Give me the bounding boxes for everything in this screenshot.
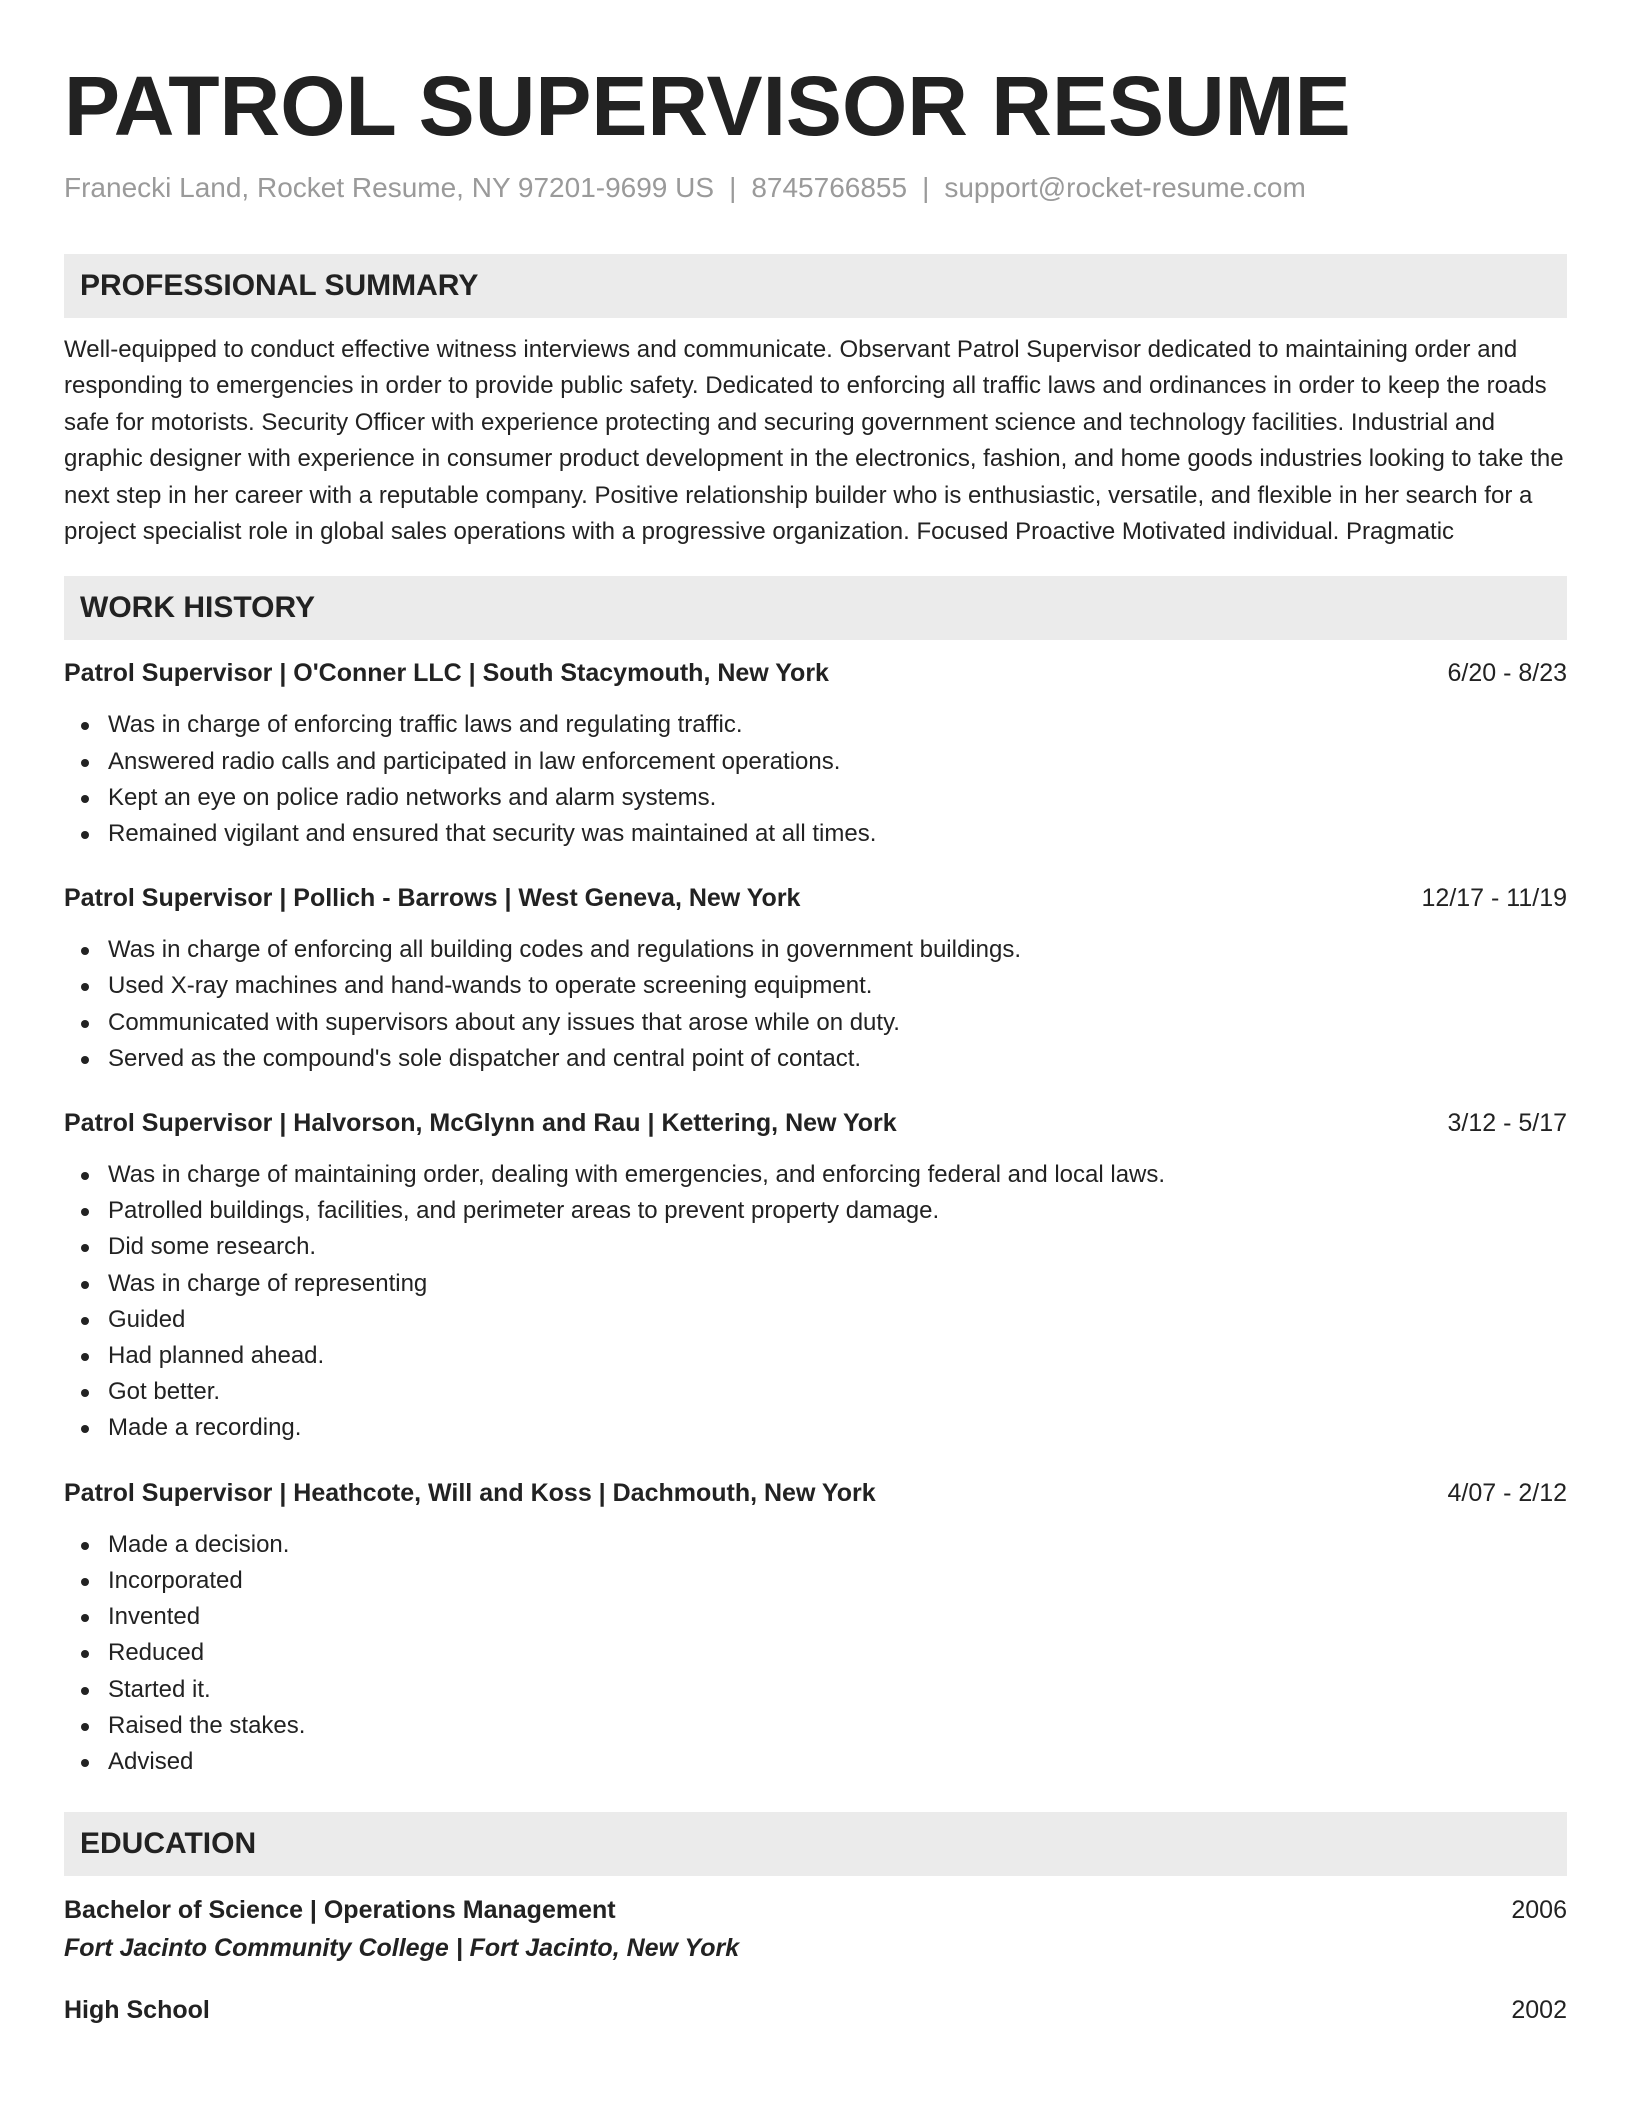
job-bullet-text: Remained vigilant and ensured that security was maintained at all times. [108, 820, 877, 848]
bullet-icon [81, 983, 89, 991]
resume-page [64, 0, 1567, 2029]
bullet-icon [81, 1244, 89, 1252]
job-bullet [64, 1338, 1567, 1374]
job-bullet [64, 1374, 1567, 1410]
job-bullet [64, 1041, 1567, 1077]
job-bullet-text: Raised the stakes. [108, 1711, 306, 1739]
education-entry [64, 1991, 1567, 2029]
bullet-icon [81, 1723, 89, 1731]
education-header [64, 1991, 1567, 2029]
job-dates: 4/07 - 2/12 [1447, 1478, 1567, 1507]
job-bullet-text: Served as the compound's sole dispatcher and central point of contact. [108, 1044, 862, 1072]
job-bullet-text: Used X-ray machines and hand-wands to operate screening equipment. [108, 972, 873, 1000]
bullet-icon [81, 1317, 89, 1325]
job-bullet [64, 1410, 1567, 1446]
school-name: Fort Jacinto Community College | Fort Jacinto, New York [64, 1934, 740, 1963]
bullet-icon [81, 1542, 89, 1550]
contact-separator: | [729, 172, 737, 203]
job-bullet [64, 1193, 1567, 1229]
contact-address: Franecki Land, Rocket Resume, NY 97201-9699 US [64, 172, 715, 203]
contact-line [64, 170, 1567, 206]
job-bullet [64, 1599, 1567, 1635]
resume-title: PATROL SUPERVISOR RESUME [64, 59, 1351, 153]
education-header [64, 1891, 1567, 1929]
job-bullet-text: Did some research. [108, 1233, 317, 1261]
job-bullet-list [64, 1527, 1567, 1780]
job-bullet-list [64, 932, 1567, 1077]
job-bullet [64, 780, 1567, 816]
job-bullet-text: Started it. [108, 1675, 211, 1703]
job-bullet-list [64, 707, 1567, 852]
job-bullet-text: Was in charge of enforcing traffic laws and regulating traffic. [108, 711, 743, 739]
job-bullet [64, 1563, 1567, 1599]
education-year: 2006 [1511, 1896, 1567, 1925]
bullet-icon [81, 1056, 89, 1064]
bullet-icon [81, 1389, 89, 1397]
job-bullet-text: Was in charge of maintaining order, dealing with emergencies, and enforcing federal and local laws. [108, 1161, 1166, 1189]
section-header-education: EDUCATION [64, 1812, 1567, 1876]
job-bullet-text: Got better. [108, 1378, 221, 1406]
job-bullet [64, 1708, 1567, 1744]
job-dates: 3/12 - 5/17 [1447, 1109, 1567, 1138]
job-dates: 12/17 - 11/19 [1421, 884, 1567, 913]
job-entry [64, 655, 1567, 852]
job-bullet-text: Guided [108, 1305, 186, 1333]
bullet-icon [81, 1208, 89, 1216]
job-bullet-text: Answered radio calls and participated in law enforcement operations. [108, 747, 841, 775]
job-entry [64, 1475, 1567, 1780]
education-year: 2002 [1511, 1996, 1567, 2025]
bullet-icon [81, 1281, 89, 1289]
bullet-icon [81, 831, 89, 839]
job-bullet [64, 1302, 1567, 1338]
bullet-icon [81, 1578, 89, 1586]
contact-separator: | [922, 172, 930, 203]
job-title: Patrol Supervisor | Heathcote, Will and Koss | Dachmouth, New York [64, 1478, 876, 1507]
job-bullet [64, 1672, 1567, 1708]
job-entry [64, 880, 1567, 1077]
summary-paragraph: Well-equipped to conduct effective witness interviews and communicate. Observant Patrol Supervisor dedicated to maintaining order and responding to emergencies in order to provide public safety. Dedicated to enforcing all traffic laws and ordinances in order to keep the roads safe for motorists. Security Officer with experience protecting and securing government science and technology facilities. Industrial and graphic designer with experience in consumer product development in the electronics, fashion, and home goods industries looking to take the next step in her career with a reputable company. Positive relationship builder who is enthusiastic, versatile, and flexible in her search for a project specialist role in global sales operations with a progressive organization. Focused Proactive Motivated individual. Pragmatic [64, 336, 1564, 546]
job-bullet-text: Incorporated [108, 1566, 243, 1594]
job-title: Patrol Supervisor | O'Conner LLC | South Stacymouth, New York [64, 659, 829, 688]
job-header [64, 1105, 1567, 1141]
job-bullet [64, 707, 1567, 743]
job-bullet-text: Advised [108, 1747, 194, 1775]
job-bullet [64, 1157, 1567, 1193]
bullet-icon [81, 1650, 89, 1658]
job-header [64, 880, 1567, 916]
job-dates: 6/20 - 8/23 [1447, 659, 1567, 688]
job-bullet-text: Kept an eye on police radio networks and alarm systems. [108, 783, 717, 811]
job-bullet [64, 968, 1567, 1004]
job-bullet-text: Communicated with supervisors about any issues that arose while on duty. [108, 1008, 900, 1036]
job-bullet-text: Was in charge of representing [108, 1269, 428, 1297]
job-bullet-text: Reduced [108, 1639, 205, 1667]
job-bullet [64, 1266, 1567, 1302]
job-bullet-text: Made a recording. [108, 1414, 302, 1442]
job-entry [64, 1105, 1567, 1447]
bullet-icon [81, 1353, 89, 1361]
contact-phone: 8745766855 [751, 172, 908, 203]
bullet-icon [81, 1172, 89, 1180]
job-bullet-text: Patrolled buildings, facilities, and perimeter areas to prevent property damage. [108, 1197, 940, 1225]
bullet-icon [81, 1614, 89, 1622]
bullet-icon [81, 759, 89, 767]
bullet-icon [81, 1687, 89, 1695]
job-bullet-list [64, 1157, 1567, 1447]
job-bullet-text: Had planned ahead. [108, 1342, 325, 1370]
job-bullet [64, 1635, 1567, 1671]
job-bullet [64, 1229, 1567, 1265]
job-bullet-text: Invented [108, 1603, 201, 1631]
section-header-summary: PROFESSIONAL SUMMARY [64, 254, 1567, 318]
degree-title: High School [64, 1996, 210, 2025]
section-header-work-history: WORK HISTORY [64, 576, 1567, 640]
bullet-icon [81, 947, 89, 955]
job-header [64, 1475, 1567, 1511]
job-bullet [64, 932, 1567, 968]
bullet-icon [81, 722, 89, 730]
job-bullet [64, 744, 1567, 780]
job-bullet [64, 1005, 1567, 1041]
job-header [64, 655, 1567, 691]
job-title: Patrol Supervisor | Pollich - Barrows | West Geneva, New York [64, 884, 801, 913]
bullet-icon [81, 1425, 89, 1433]
degree-title: Bachelor of Science | Operations Management [64, 1896, 616, 1925]
job-title: Patrol Supervisor | Halvorson, McGlynn and Rau | Kettering, New York [64, 1109, 897, 1138]
job-bullet-text: Was in charge of enforcing all building codes and regulations in government buildings. [108, 936, 1021, 964]
education-entry [64, 1891, 1567, 1967]
job-bullet [64, 1527, 1567, 1563]
job-bullet [64, 816, 1567, 852]
job-bullet-text: Made a decision. [108, 1530, 290, 1558]
contact-email: support@rocket-resume.com [944, 172, 1306, 203]
bullet-icon [81, 1759, 89, 1767]
bullet-icon [81, 795, 89, 803]
job-bullet [64, 1744, 1567, 1780]
bullet-icon [81, 1020, 89, 1028]
